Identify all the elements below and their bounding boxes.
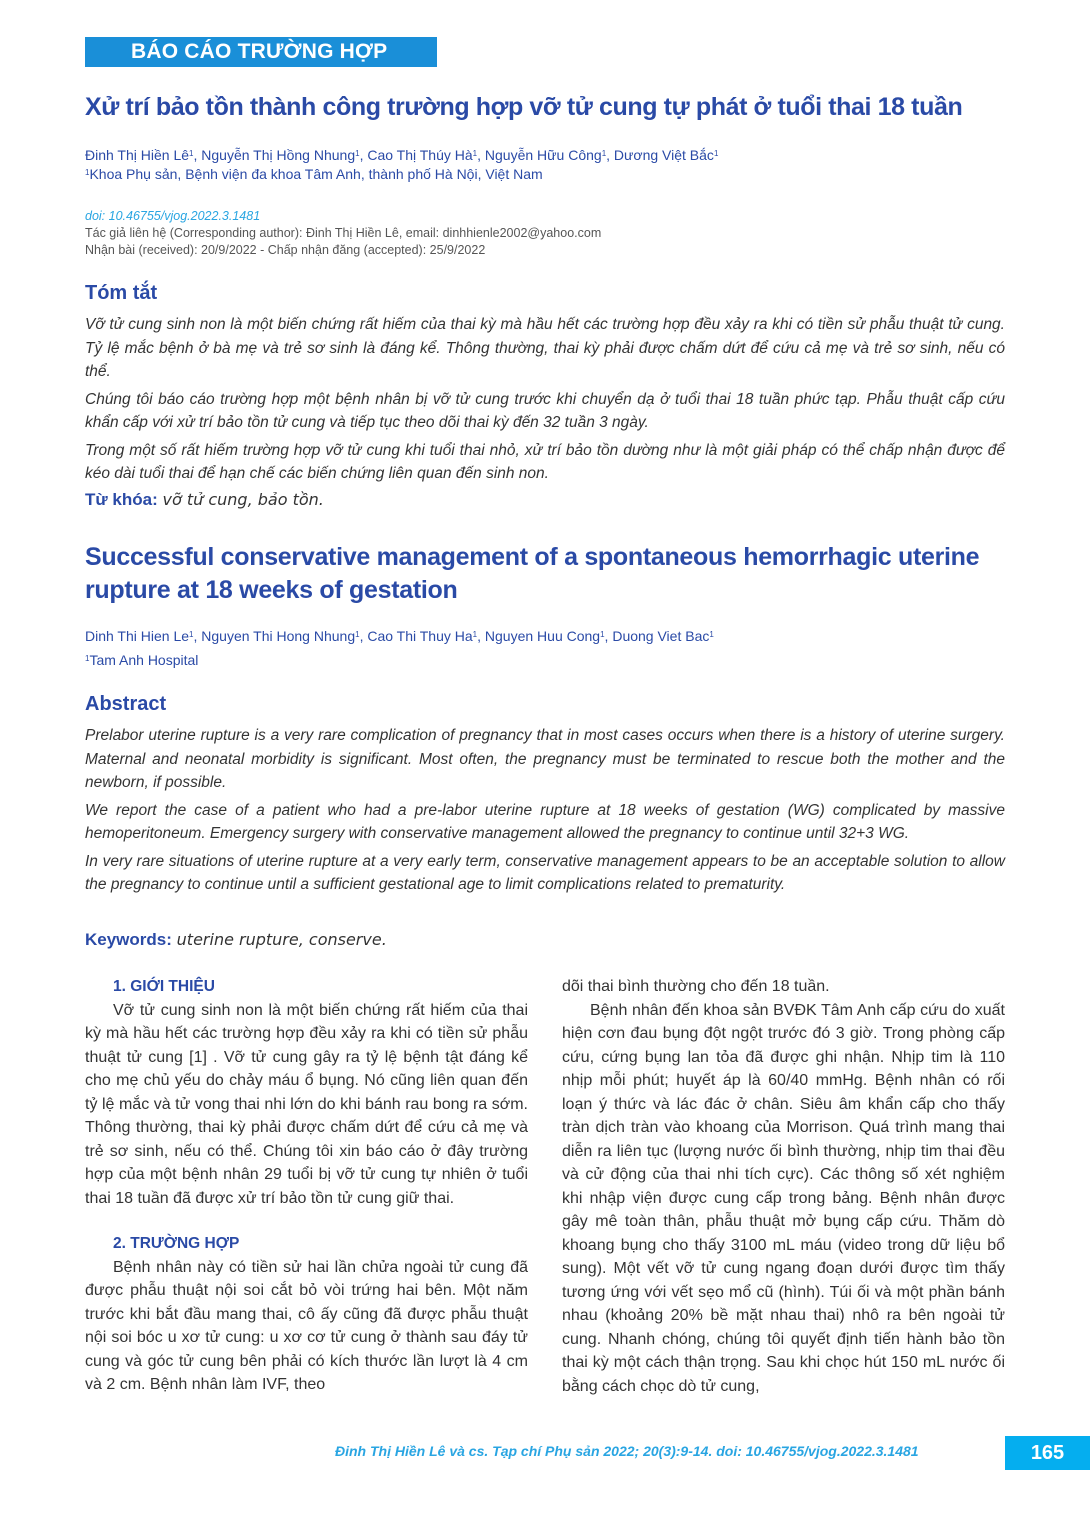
body-paragraph: Bệnh nhân này có tiền sử hai lần chửa ngoài tử cung đã được phẫu thuật nội soi cắt bỏ vòi trứng hai bên. Một năm trước khi bắt đầu mang thai, cô ấy cũng đã được phẫu thuật nội soi bóc u xơ tử cung: u xơ cơ tử cung ở thành sau đáy tử cung và góc tử cung bên phải có kích thước lần lượt là 4 cm và 2 cm. Bệnh nhân làm IVF, theo xyxy=(85,1258,528,1393)
author-name: Nguyễn Thị Hồng Nhung xyxy=(201,147,356,163)
body-paragraph: Bệnh nhân đến khoa sản BVĐK Tâm Anh cấp cứu do xuất hiện cơn đau bụng đột ngột trước đó 3 giờ. Trong phòng cấp cứu, cứng bụng lan tỏa đã được ghi nhận. Nhịp tim là 110 nhịp mỗi phút; huyết áp là 60/40 mmHg. Bệnh nhân có rối loạn ý thức và lác đác ở chân. Siêu âm khẩn cấp cho thấy tràn dịch tràn vào khoang của Morrison. Quá trình mang thai diễn ra liên tục (lượng nước ối bình thường, nhịp tim thai đều và cử động của thai nhi tích cực). Các thông số xét nghiệm khi nhập viện được cung cấp trong bảng. Bệnh nhân được gây mê toàn thân, phẫu thuật mở bụng cấp cứu. Thăm dò khoang bụng cho thấy 3100 mL máu (video trong dữ liệu bổ sung). Một vết vỡ tử cung ngang đoạn dưới được tìm thấy tương ứng với vết sẹo mổ cũ (hình). Túi ối và một phần bánh nhau (khoảng 20% bề mặt nhau thai) nhô ra bên ngoài tử cung. Nhanh chóng, chúng tôi quyết định tiến hành bảo tồn thai kỳ một cách thận trọng. Sau khi chọc hút 150 mL nước ối bằng cách chọc dò tử cung, xyxy=(562,1001,1005,1395)
author-name: Cao Thị Thúy Hà xyxy=(367,147,473,163)
body-column-right xyxy=(562,975,1005,1398)
author-name: Nguyen Huu Cong xyxy=(484,628,601,644)
article-title-vietnamese: Xử trí bảo tồn thành công trường hợp vỡ tử cung tự phát ở tuổi thai 18 tuần xyxy=(85,93,963,121)
author-list-vietnamese: Đinh Thị Hiền $Lê^1$, Nguyễn Thị Hồng Nhung$^1$, Cao Thị Thúy $Hà^1$, Nguyễn Hữu Công$^1$, Dương Việt Bắc$^1$ xyxy=(85,147,719,163)
abstract-paragraph: In very rare situations of uterine rupture at a very early term, conservative management appears to be an acceptable solution to allow the pregnancy to continue until a sufficient gestational age to limit complications related to prematurity. xyxy=(85,852,1005,893)
footer-citation: Đinh Thị Hiền Lê và cs. Tạp chí Phụ sản 2022; 20(3):9-14. doi: 10.46755/vjog.2022.3.1481 xyxy=(335,1443,919,1459)
keywords-label: Keywords: xyxy=(85,930,172,949)
summary-paragraph: Vỡ tử cung sinh non là một biến chứng rất hiếm của thai kỳ mà hầu hết các trường hợp đều xảy ra khi có tiền sử phẫu thuật tử cung. Tỷ lệ mắc bệnh ở bà mẹ và trẻ sơ sinh là đáng kể. Thông thường, thai kỳ phải được chấm dứt để cứu cả mẹ và trẻ sơ sinh, nếu có thể. xyxy=(85,316,1005,380)
author-list-english: Dinh Thi Hien Le$^1$, Nguyen Thi Hong Nhung$^1$, Cao Thi Thuy Ha$^1$, Nguyen Huu Cong$^1$, Duong Viet Bac$^1$ xyxy=(85,628,714,644)
keywords-text: uterine rupture, conserve. xyxy=(176,930,387,949)
body-paragraph-continued: dõi thai bình thường cho đến 18 tuần. xyxy=(562,978,830,995)
summary-vietnamese xyxy=(85,313,1005,490)
keywords-label: Từ khóa: xyxy=(85,490,158,509)
body-column-left xyxy=(85,975,528,1397)
author-name: Đinh Thị Hiền Lê xyxy=(85,147,190,163)
section-heading-introduction: 1. GIỚI THIỆU xyxy=(113,978,215,995)
author-name: Dương Việt Bắc xyxy=(613,147,714,163)
summary-paragraph: Trong một số rất hiếm trường hợp vỡ tử cung khi tuổi thai nhỏ, xử trí bảo tồn dường như là một giải pháp có thể chấp nhận được để kéo dài tuổi thai để hạn chế các biến chứng liên quan đến sinh non. xyxy=(85,441,1005,482)
corresponding-author: Tác giả liên hệ (Corresponding author): Đinh Thị Hiền Lê, email: dinhhienle2002@yahoo.com xyxy=(85,226,602,240)
section-type-banner: BÁO CÁO TRƯỜNG HỢP xyxy=(85,37,437,67)
summary-heading: Tóm tắt xyxy=(85,282,158,304)
author-name: Nguyen Thi Hong Nhung xyxy=(201,628,356,644)
summary-paragraph: Chúng tôi báo cáo trường hợp một bệnh nhân bị vỡ tử cung trước khi chuyển dạ ở tuổi thai 18 tuần phức tạp. Phẫu thuật cấp cứu khẩn cấp với xử trí bảo tồn tử cung và tiếp tục theo dõi thai kỳ đến 32 tuần 3 ngày. xyxy=(85,390,1005,431)
affiliation-english: $^1$Tam Anh Hospital xyxy=(85,652,199,668)
abstract-paragraph: We report the case of a patient who had a pre-labor uterine rupture at 18 weeks of gestation (WG) complicated by massive hemoperitoneum. Emergency surgery with conservative management allowed the pregnancy to continue until 32+3 WG. xyxy=(85,801,1005,842)
body-paragraph: Vỡ tử cung sinh non là một biến chứng rất hiếm của thai kỳ mà hầu hết các trường hợp đều xảy ra khi có tiền sử phẫu thuật tử cung [1] . Vỡ tử cung gây ra tỷ lệ bệnh tật đáng kể cho mẹ chủ yếu do chảy máu ổ bụng. Nó cũng liên quan đến tỷ lệ mắc và tử vong thai nhi lớn do khi bánh rau bong ra sớm. Thông thường, thai kỳ phải được chấm dứt để cứu cả mẹ và trẻ sơ sinh, nếu có thể. Chúng tôi xin báo cáo ở đây trường hợp của một bệnh nhân 29 tuổi bị vỡ tử cung tự nhiên ở tuổi thai 18 tuần đã được xử trí bảo tồn tử cung giữ thai. xyxy=(85,1001,528,1207)
section-heading-case: 2. TRƯỜNG HỢP xyxy=(113,1235,240,1252)
author-name: Duong Viet Bac xyxy=(612,628,710,644)
keywords-english xyxy=(85,930,387,950)
keywords-text: vỡ tử cung, bảo tồn. xyxy=(162,490,324,509)
abstract-english xyxy=(85,724,1005,901)
abstract-heading: Abstract xyxy=(85,693,167,715)
keywords-vietnamese xyxy=(85,490,324,510)
article-title-english: Successful conservative management of a spontaneous hemorrhagic uterine rupture at 18 weeks of gestation xyxy=(85,543,980,604)
doi-link[interactable]: doi: 10.46755/vjog.2022.3.1481 xyxy=(85,209,261,223)
page-number: 165 xyxy=(1005,1436,1090,1470)
author-name: Nguyễn Hữu Công xyxy=(484,147,602,163)
affiliation-vietnamese: $^1$Khoa Phụ sản, Bệnh viện đa khoa Tâm Anh, thành phố Hà Nội, Việt Nam xyxy=(85,166,543,182)
submission-dates: Nhận bài (received): 20/9/2022 - Chấp nhận đăng (accepted): 25/9/2022 xyxy=(85,243,486,257)
author-name: Dinh Thi Hien Le xyxy=(85,628,190,644)
abstract-paragraph: Prelabor uterine rupture is a very rare complication of pregnancy that in most cases occurs when there is a history of uterine surgery. Maternal and neonatal morbidity is significant. Most often, the pregnancy must be terminated to rescue both the mother and the newborn, if possible. xyxy=(85,727,1005,791)
article-meta xyxy=(85,208,601,259)
author-name: Cao Thi Thuy Ha xyxy=(367,628,473,644)
